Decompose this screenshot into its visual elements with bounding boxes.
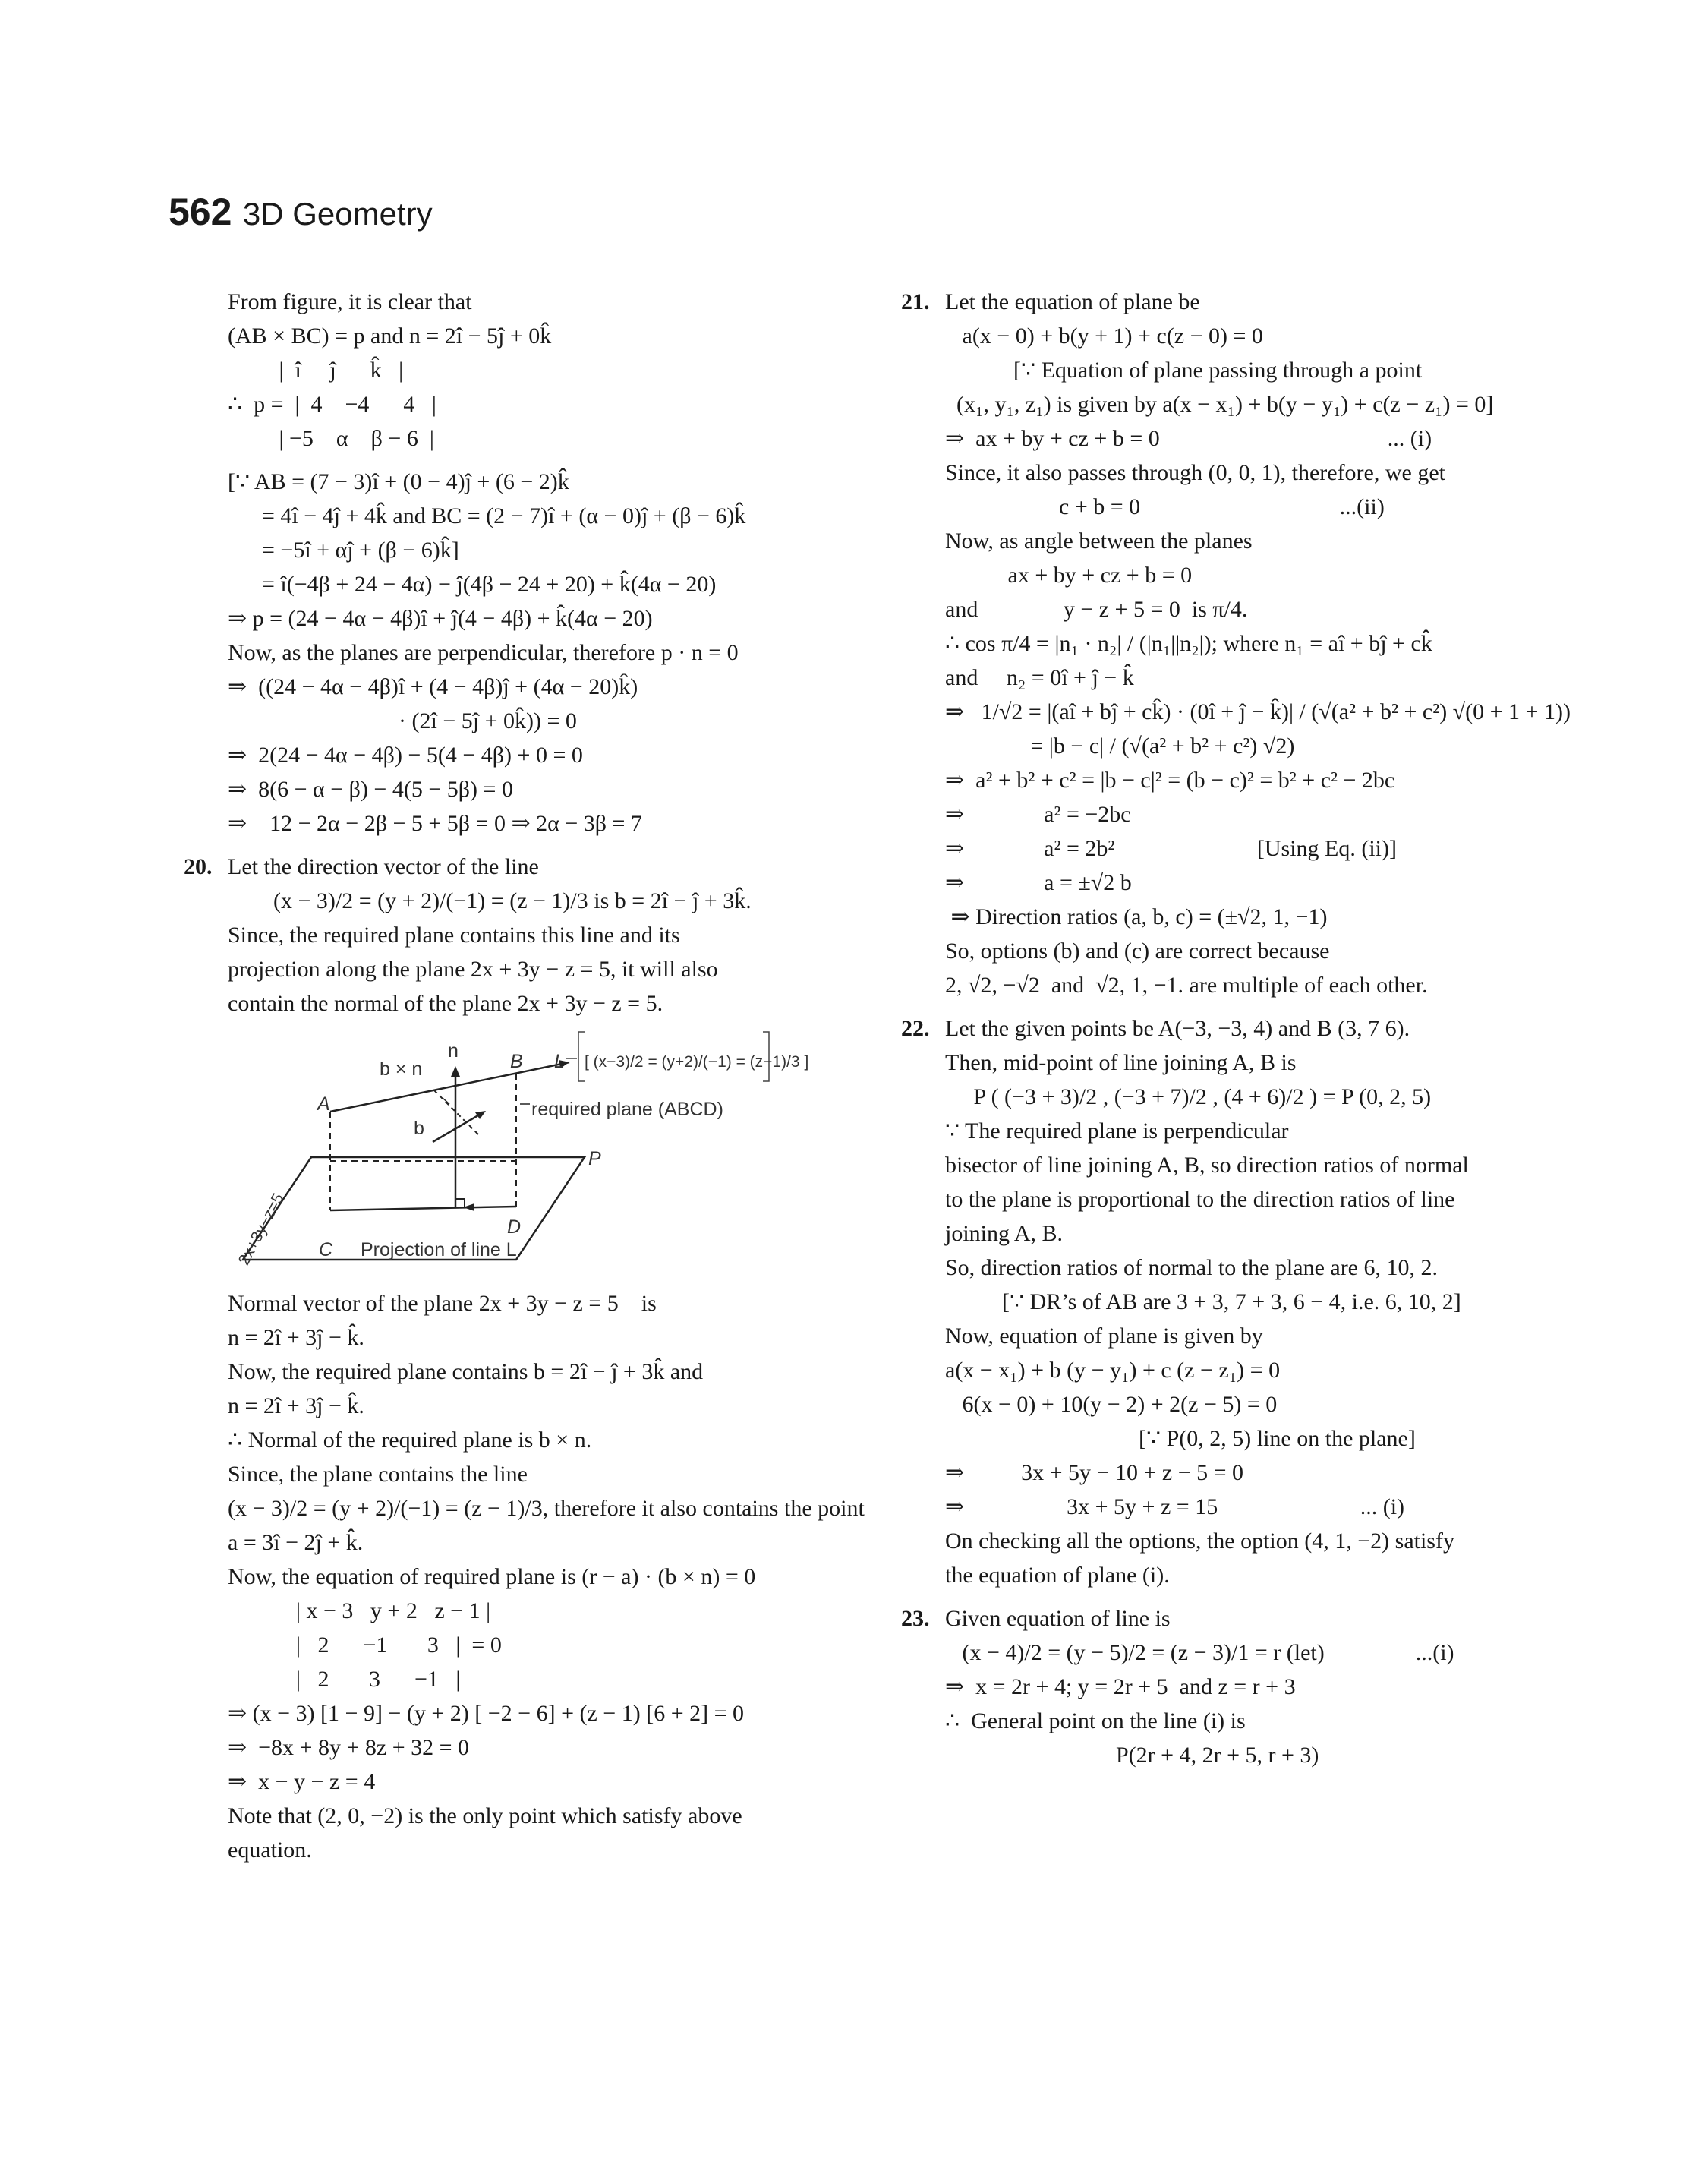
- text-line: So, options (b) and (c) are correct because: [945, 939, 1330, 964]
- label-line-eq: [ (x−3)/2 = (y+2)/(−1) = (z−1)/3 ]: [585, 1053, 809, 1071]
- text-line: ⇒ 3x + 5y + z = 15 ... (i): [945, 1494, 1405, 1519]
- text-line: P ( (−3 + 3)/2 , (−3 + 7)/2 , (4 + 6)/2 ) = P (0, 2, 5): [945, 1084, 1432, 1109]
- text-line: Now, as the planes are perpendicular, therefore p · n = 0: [228, 640, 739, 665]
- determinant-row: | −5 α β − 6 |: [228, 426, 434, 451]
- page-number: 562: [169, 191, 232, 233]
- text-line: ⇒ 8(6 − α − β) − 4(5 − 5β) = 0: [228, 777, 513, 802]
- text-line: ⇒ ((24 − 4α − 4β)î + (4 − 4β)ĵ + (4α − 20)k̂): [228, 674, 638, 699]
- determinant-row: | 2 3 −1 |: [228, 1667, 461, 1692]
- text-line: equation.: [228, 1838, 312, 1863]
- label-required-plane: required plane (ABCD): [531, 1099, 723, 1120]
- q22-line: 22. Let the given points be A(−3, −3, 4) and B (3, 7 6).: [901, 1011, 1552, 1046]
- text-line: ⇒ ax + by + cz + b = 0 ... (i): [945, 426, 1432, 451]
- text-line: the equation of plane (i).: [945, 1563, 1170, 1588]
- label-bxn: b × n: [380, 1058, 423, 1080]
- text-line: (x − 3)/2 = (y + 2)/(−1) = (z − 1)/3 is b = 2î − ĵ + 3k̂.: [228, 888, 752, 913]
- text-line: projection along the plane 2x + 3y − z = 5, it will also: [228, 957, 718, 982]
- text-line: ⇒ Direction ratios (a, b, c) = (±√2, 1, −1): [945, 904, 1328, 929]
- q21-line: 21. Let the equation of plane be: [901, 285, 1552, 319]
- left-column: [184, 285, 865, 1867]
- text-line: = 4î − 4ĵ + 4k̂ and BC = (2 − 7)î + (α − 0)ĵ + (β − 6)k̂: [228, 503, 746, 528]
- text-line: ⇒ 2(24 − 4α − 4β) − 5(4 − 4β) + 0 = 0: [228, 743, 583, 768]
- label-b: b: [414, 1118, 424, 1139]
- text-line: and y − z + 5 = 0 is π/4.: [945, 597, 1248, 622]
- text-line: a = 3î − 2ĵ + k̂.: [228, 1530, 364, 1555]
- text-line: Now, equation of plane is given by: [945, 1323, 1263, 1349]
- label-D: D: [507, 1216, 522, 1238]
- text-line: ax + by + cz + b = 0: [945, 563, 1193, 588]
- text-line: ⇒ a² + b² + c² = |b − c|² = (b − c)² = b² + c² − 2bc: [945, 768, 1395, 793]
- q23-line: 23. Given equation of line is: [901, 1601, 1552, 1636]
- text-line: ⇒ a = ±√2 b: [945, 870, 1132, 895]
- determinant-row: ∴ p = | 4 −4 4 |: [228, 392, 436, 417]
- determinant-row: | î ĵ k̂ |: [228, 358, 404, 383]
- text-line: ∴ cos π/4 = |n₁ · n₂| / (|n₁||n₂|); where n₁ = aî + bĵ + ck̂: [945, 631, 1432, 656]
- text-line: = î(−4β + 24 − 4α) − ĵ(4β − 24 + 20) + k̂(4α − 20): [228, 572, 717, 597]
- text-line: n = 2î + 3ĵ − k̂.: [228, 1393, 364, 1418]
- text-line: ⇒ 3x + 5y − 10 + z − 5 = 0: [945, 1460, 1244, 1485]
- text-line: P(2r + 4, 2r + 5, r + 3): [945, 1743, 1319, 1768]
- projection-line: [330, 1207, 516, 1210]
- text-line: [∵ AB = (7 − 3)î + (0 − 4)ĵ + (6 − 2)k̂: [228, 469, 569, 494]
- text-line: n = 2î + 3ĵ − k̂.: [228, 1325, 364, 1350]
- text-line: c + b = 0 ...(ii): [945, 494, 1385, 519]
- text-line: = |b − c| / (√(a² + b² + c²) √2): [945, 733, 1295, 759]
- text-line: (AB × BC) = p and n = 2î − 5ĵ + 0k̂: [228, 323, 552, 349]
- right-column: [901, 285, 1571, 1772]
- plane-figure: [228, 1028, 809, 1279]
- question-number: 20.: [184, 854, 213, 879]
- text-line: Since, the plane contains the line: [228, 1462, 528, 1487]
- text-line: ∴ Normal of the required plane is b × n.: [228, 1427, 592, 1453]
- text-line: bisector of line joining A, B, so direction ratios of normal: [945, 1153, 1469, 1178]
- b-vector: [433, 1113, 482, 1142]
- text-line: ⇒ 12 − 2α − 2β − 5 + 5β = 0 ⇒ 2α − 3β = 7: [228, 811, 642, 836]
- text-line: Then, mid-point of line joining A, B is: [945, 1050, 1297, 1075]
- text-line: [∵ DR’s of AB are 3 + 3, 7 + 3, 6 − 4, i.e. 6, 10, 2]: [945, 1289, 1461, 1314]
- text-line: So, direction ratios of normal to the plane are 6, 10, 2.: [945, 1255, 1438, 1280]
- text-line: ⇒ x = 2r + 4; y = 2r + 5 and z = r + 3: [945, 1674, 1296, 1699]
- text-line: ∴ General point on the line (i) is: [945, 1708, 1246, 1733]
- text-line: Now, the equation of required plane is (r − a) · (b × n) = 0: [228, 1564, 756, 1589]
- determinant-row: | 2 −1 3 | = 0: [228, 1633, 502, 1658]
- text-line: a(x − x₁) + b (y − y₁) + c (z − z₁) = 0: [945, 1358, 1281, 1383]
- question-number: 22.: [901, 1016, 930, 1041]
- text-line: Normal vector of the plane 2x + 3y − z = 5 is: [228, 1291, 657, 1316]
- text-line: and n₂ = 0î + ĵ − k̂: [945, 665, 1134, 690]
- label-C: C: [319, 1239, 333, 1260]
- text-line: ⇒ x − y − z = 4: [228, 1769, 376, 1794]
- text-line: contain the normal of the plane 2x + 3y − z = 5.: [228, 991, 663, 1016]
- text-line: to the plane is proportional to the direction ratios of line: [945, 1187, 1455, 1212]
- text-line: (x − 3)/2 = (y + 2)/(−1) = (z − 1)/3, therefore it also contains the point: [228, 1496, 865, 1521]
- text-line: [∵ Equation of plane passing through a point: [945, 358, 1423, 383]
- text-line: ⇒ (x − 3) [1 − 9] − (y + 2) [ −2 − 6] + (z − 1) [6 + 2] = 0: [228, 1701, 745, 1726]
- question-number: 21.: [901, 289, 930, 314]
- label-P: P: [588, 1148, 601, 1169]
- text-line: Now, the required plane contains b = 2î − ĵ + 3k̂ and: [228, 1359, 704, 1384]
- text-line: Since, it also passes through (0, 0, 1), therefore, we get: [945, 460, 1445, 485]
- determinant-row: | x − 3 y + 2 z − 1 |: [228, 1598, 491, 1623]
- text-line: Note that (2, 0, −2) is the only point which satisfy above: [228, 1803, 742, 1828]
- label-plane-eq: 2x+3y−z=5: [235, 1190, 288, 1268]
- text-line: Now, as angle between the planes: [945, 528, 1253, 554]
- text-line: Since, the required plane contains this line and its: [228, 923, 680, 948]
- text-line: ⇒ a² = −2bc: [945, 802, 1131, 827]
- text-line: = −5î + αĵ + (β − 6)k̂]: [228, 538, 459, 563]
- text-line: ⇒ p = (24 − 4α − 4β)î + ĵ(4 − 4β) + k̂(4α − 20): [228, 606, 653, 631]
- text-line: a(x − 0) + b(y + 1) + c(z − 0) = 0: [945, 323, 1263, 349]
- text-line: joining A, B.: [945, 1221, 1064, 1246]
- chapter-title: 3D Geometry: [242, 196, 433, 232]
- text-line: 2, √2, −√2 and √2, 1, −1. are multiple of each other.: [945, 973, 1428, 998]
- text-line: ∵ The required plane is perpendicular: [945, 1118, 1289, 1144]
- text-line: On checking all the options, the option (4, 1, −2) satisfy: [945, 1528, 1454, 1554]
- text-line: [∵ P(0, 2, 5) line on the plane]: [945, 1426, 1416, 1451]
- page-header: [169, 190, 433, 234]
- label-n: n: [448, 1040, 459, 1062]
- q20-line: 20. Let the direction vector of the line: [184, 850, 835, 884]
- question-number: 23.: [901, 1606, 930, 1631]
- text-line: ⇒ −8x + 8y + 8z + 32 = 0: [228, 1735, 470, 1760]
- label-L: L: [554, 1051, 565, 1072]
- text-line: From figure, it is clear that: [228, 289, 472, 314]
- text-line: ⇒ a² = 2b² [Using Eq. (ii)]: [945, 836, 1397, 861]
- text-line: ⇒ 1/√2 = |(aî + bĵ + ck̂) · (0î + ĵ − k̂)| / (√(a² + b² + c²) √(0 + 1 + 1)): [945, 699, 1571, 724]
- text-line: (x − 4)/2 = (y − 5)/2 = (z − 3)/1 = r (let) ...(i): [945, 1640, 1454, 1665]
- label-B: B: [510, 1051, 523, 1072]
- label-projection: Projection of line L: [361, 1239, 517, 1260]
- text-line: 6(x − 0) + 10(y − 2) + 2(z − 5) = 0: [945, 1392, 1278, 1417]
- text-line: (x₁, y₁, z₁) is given by a(x − x₁) + b(y − y₁) + c(z − z₁) = 0]: [945, 392, 1494, 417]
- text-line: · (2î − 5ĵ + 0k̂)) = 0: [228, 708, 577, 733]
- label-A: A: [317, 1093, 330, 1115]
